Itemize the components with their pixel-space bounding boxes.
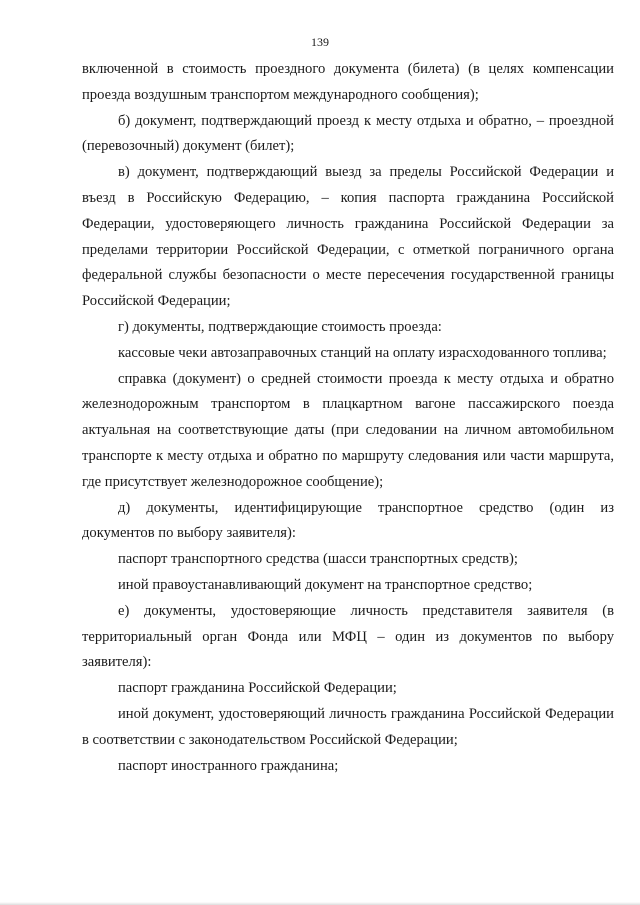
paragraph-13: паспорт иностранного гражданина; (118, 757, 339, 774)
paragraph-2: б) документ, подтверждающий проезд к месту отдыха и обратно, – проездной (перевозочный) документ (билет); (82, 112, 614, 155)
page-number: 139 (311, 35, 329, 49)
paragraph-5: кассовые чеки автозаправочных станций на оплату израсходованного топлива; (118, 344, 607, 361)
paragraph-10: е) документы, удостоверяющие личность представителя заявителя (в территориальный орган Фонда или МФЦ – один из документов по выбору заявителя): (82, 602, 614, 671)
paragraph-8: паспорт транспортного средства (шасси транспортных средств); (118, 551, 518, 568)
paragraph-9: иной правоустанавливающий документ на транспортное средство; (118, 576, 533, 593)
paragraph-7: д) документы, идентифицирующие транспортное средство (один из документов по выбору заявителя): (82, 499, 614, 542)
paragraph-11: паспорт гражданина Российской Федерации; (118, 680, 397, 697)
paragraph-6: справка (документ) о средней стоимости проезда к месту отдыха и обратно железнодорожным транспортом в плацкартном вагоне пассажирского поезда актуальная на соответствующие даты (при следовании на личном автомобильном транспорте к месту отдыха и обратно по маршруту следования или части маршрута, где присутствует железнодорожное сообщение); (82, 370, 614, 490)
paragraph-4: г) документы, подтверждающие стоимость проезда: (118, 318, 442, 335)
paragraph-1: включенной в стоимость проездного документа (билета) (в целях компенсации проезда воздушным транспортом международного сообщения); (82, 61, 614, 103)
paragraph-12: иной документ, удостоверяющий личность гражданина Российской Федерации в соответствии с законодательством Российской Федерации; (82, 705, 614, 748)
paragraph-3: в) документ, подтверждающий выезд за пределы Российской Федерации и въезд в Российскую Федерацию, – копия паспорта гражданина Российской Федерации, удостоверяющего личность гражданина Российской Федерации за пределами территории Российской Федерации, с отметкой пограничного органа федеральной службы безопасности о месте пересечения государственной границы Российской Федерации; (82, 164, 614, 310)
document-body (82, 57, 614, 779)
